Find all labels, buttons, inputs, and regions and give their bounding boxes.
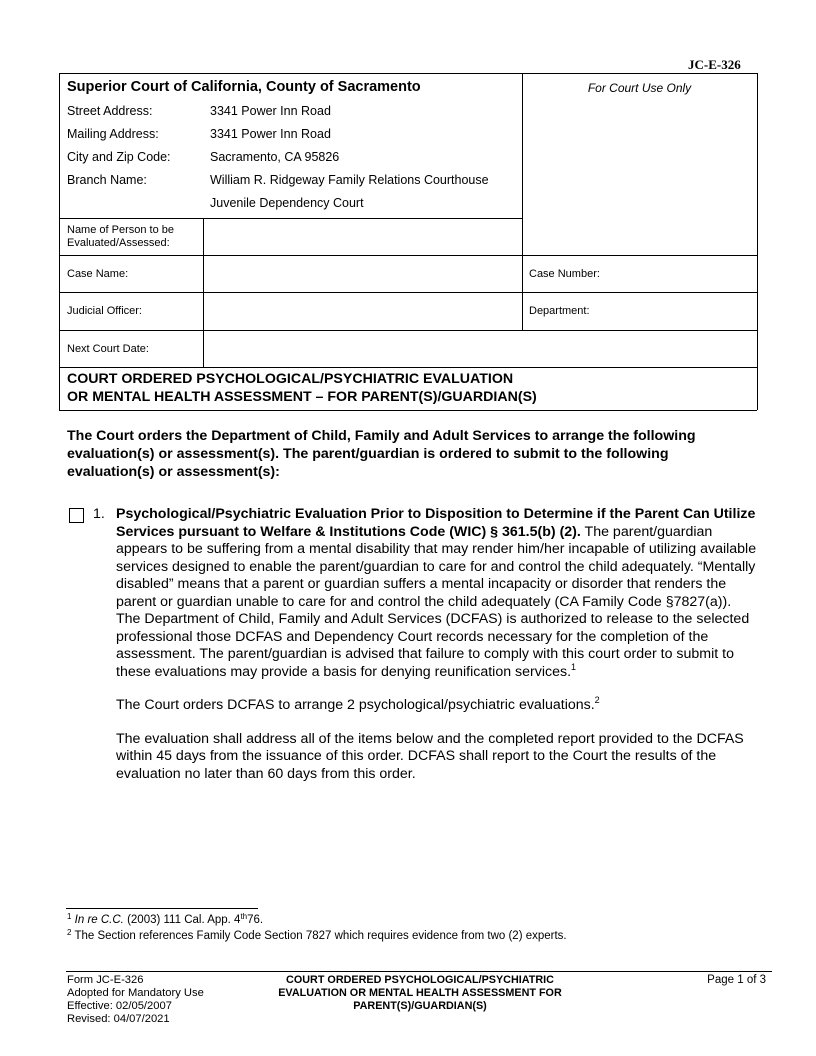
form-title-line-2: OR MENTAL HEALTH ASSESSMENT – FOR PARENT(S)/GUARDIAN(S) — [67, 389, 537, 405]
next-court-date-field[interactable] — [210, 336, 750, 360]
mailing-address-value: 3341 Power Inn Road — [210, 127, 331, 141]
row-divider — [59, 367, 757, 368]
footnote-2 — [67, 929, 567, 943]
item-1-body: The parent/guardian appears to be suffering from a mental disability that may render him/her incapable of utilizing available services designed to enable the parent/guardian to care for and control the child adequately. “Mentally disabled” means that a parent or guardian suffers a mental incapacity or disorder that renders the parent or guardian unable to care for and control the child adequately (CA Family Code §7827(a)). The Department of Child, Family and Adult Services (DCFAS) is authorized to release to the selected professional those DCFAS and Dependency Court records necessary for the completion of the assessment. The parent/guardian is advised that failure to comply with this court order to submit to these evaluations may provide a basis for denying reunification services. — [116, 523, 757, 680]
judicial-officer-field[interactable] — [210, 299, 515, 323]
mailing-address-label: Mailing Address: — [67, 127, 159, 141]
branch-name-label: Branch Name: — [67, 173, 147, 187]
footnote-2-text: The Section references Family Code Section 7827 which requires evidence from two (2) experts. — [74, 930, 567, 942]
form-number: JC-E-326 — [688, 57, 741, 72]
row-divider — [59, 330, 757, 331]
case-number-label: Case Number: — [529, 268, 600, 280]
case-name-field[interactable] — [210, 262, 515, 286]
page-number: Page 1 of 3 — [707, 974, 766, 986]
form-title — [67, 370, 537, 406]
court-use-only-label: For Court Use Only — [587, 81, 692, 95]
item-1-checkbox[interactable] — [69, 508, 84, 523]
item-1-evaluations-text: The Court orders DCFAS to arrange 2 psychological/psychiatric evaluations. — [116, 697, 595, 713]
city-zip-value: Sacramento, CA 95826 — [210, 150, 340, 164]
branch-name-value: William R. Ridgeway Family Relations Courthouse — [210, 173, 489, 187]
footer-title — [235, 974, 605, 1013]
item-1-paragraph — [116, 506, 758, 681]
court-name: Superior Court of California, County of Sacramento — [67, 79, 421, 95]
footer-title-line-1: COURT ORDERED PSYCHOLOGICAL/PSYCHIATRIC — [286, 974, 554, 986]
table-left-border — [59, 73, 60, 410]
item-1-content — [116, 506, 758, 783]
footer-separator — [66, 971, 772, 972]
footnote-1 — [67, 913, 263, 927]
footnote-1-page: 76. — [247, 914, 264, 926]
footnote-separator — [66, 908, 258, 909]
footer-title-line-3: PARENT(S)/GUARDIAN(S) — [353, 1000, 487, 1012]
person-evaluated-field[interactable] — [210, 226, 515, 250]
table-bottom-border — [59, 410, 757, 411]
footnote-2-mark: 2 — [67, 928, 72, 937]
label-column-divider — [203, 218, 204, 367]
footnote-1-mark: 1 — [67, 912, 72, 921]
row-divider — [59, 255, 757, 256]
table-top-border — [59, 73, 757, 74]
footnote-1-case: In re C.C. — [74, 914, 124, 926]
item-1-heading: Psychological/Psychiatric Evaluation Prior to Disposition to Determine if the Parent Can Utilize Services pursuant to Welfare & Institutions Code (WIC) § 361.5(b) (2). — [116, 506, 756, 540]
item-1-number: 1. — [93, 506, 105, 522]
footnote-ref-2[interactable]: 2 — [594, 695, 600, 705]
item-1-deadline-paragraph: The evaluation shall address all of the items below and the completed report provided to the DCFAS within 45 days from the issuance of this order. DCFAS shall report to the Court the results of the evaluation no later than 60 days from this order. — [116, 730, 744, 782]
footer-form-info — [67, 974, 204, 1026]
footer-effective: Effective: 02/05/2007 — [67, 1000, 172, 1012]
intro-paragraph: The Court orders the Department of Child, Family and Adult Services to arrange the following evaluation(s) or assessment(s). The parent/guardian is ordered to submit to the following evaluation(s) or assessment(s): — [67, 428, 696, 480]
footnote-ref-1[interactable]: 1 — [571, 661, 577, 672]
judicial-officer-label: Judicial Officer: — [67, 305, 142, 317]
table-right-border — [757, 73, 758, 410]
footer-revised: Revised: 04/07/2021 — [67, 1013, 170, 1025]
street-address-label: Street Address: — [67, 104, 153, 118]
footnote-1-cite: (2003) 111 Cal. App. 4 — [127, 914, 241, 926]
item-1-evaluations-paragraph — [116, 697, 758, 715]
row-divider — [59, 292, 757, 293]
footer-title-line-2: EVALUATION OR MENTAL HEALTH ASSESSMENT FOR — [278, 987, 562, 999]
department-label: Department: — [529, 305, 590, 317]
footer-adopted: Adopted for Mandatory Use — [67, 987, 204, 999]
person-evaluated-label: Name of Person to be Evaluated/Assessed: — [67, 224, 175, 249]
footnote-1-ordinal: th — [240, 912, 248, 921]
row-divider — [59, 218, 522, 219]
street-address-value: 3341 Power Inn Road — [210, 104, 331, 118]
city-zip-label: City and Zip Code: — [67, 150, 171, 164]
footer-form-number: Form JC-E-326 — [67, 974, 144, 986]
form-title-line-1: COURT ORDERED PSYCHOLOGICAL/PSYCHIATRIC EVALUATION — [67, 371, 514, 387]
case-name-label: Case Name: — [67, 268, 129, 280]
branch-subname-value: Juvenile Dependency Court — [210, 196, 364, 210]
next-court-date-label: Next Court Date: — [67, 343, 149, 355]
